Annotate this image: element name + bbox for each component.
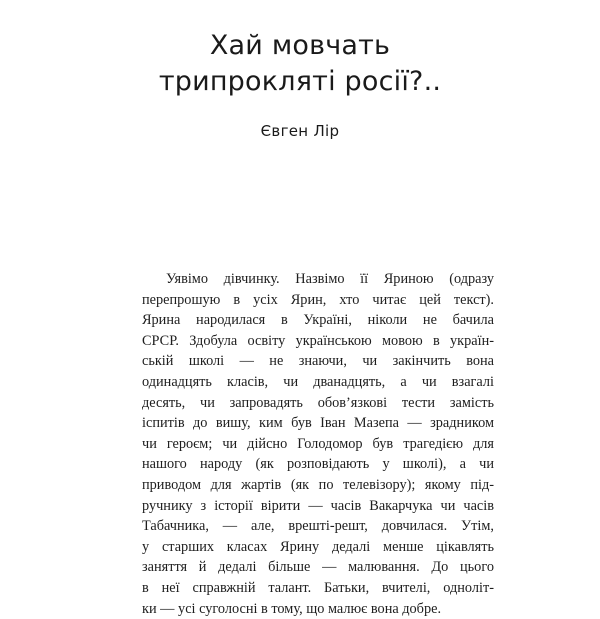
body-line: ки — усі суголосні в тому, що малює вона добре. [142, 599, 494, 619]
body-line: іспитів до вишу, ким був Іван Мазепа — зрадником [142, 413, 494, 434]
body-line: приводом для жартів (як по телевізору); якому під- [142, 475, 494, 496]
body-line: ручнику з історії вірити — часів Вакарчука чи часів [142, 496, 494, 517]
body-line: Табачника, — але, врешті-решт, довчилася. Утім, [142, 516, 494, 537]
body-line: десять, чи запровадять обов’язкові тести замість [142, 393, 494, 414]
article-author: Євген Лiр [0, 121, 600, 141]
body-line: чи героєм; чи дійсно Голодомор був трагедією для [142, 434, 494, 455]
body-line: Уявімо дівчинку. Назвімо її Яриною (одразу [142, 269, 494, 290]
article-title [0, 28, 600, 100]
body-line: ській школі — не знаючи, чи закінчить вона [142, 351, 494, 372]
body-line: СРСР. Здобула освіту українською мовою в україн- [142, 331, 494, 352]
article-title-line-2: трипроклятi росiї?.. [0, 64, 600, 100]
body-line: перепрошую в усіх Ярин, хто читає цей текст). [142, 290, 494, 311]
body-line: заняття й дедалі більше — малювання. До цього [142, 557, 494, 578]
body-line: у старших класах Ярину дедалі менше цікавлять [142, 537, 494, 558]
body-line: одинадцять класів, чи дванадцять, а чи взагалі [142, 372, 494, 393]
body-line: в неї справжній талант. Батьки, вчителі, одноліт- [142, 578, 494, 599]
article-body [142, 269, 494, 619]
body-line: Ярина народилася в Україні, ніколи не бачила [142, 310, 494, 331]
article-title-line-1: Хай мовчать [0, 28, 600, 64]
body-line: нашого народу (як розповідають у школі), а чи [142, 454, 494, 475]
